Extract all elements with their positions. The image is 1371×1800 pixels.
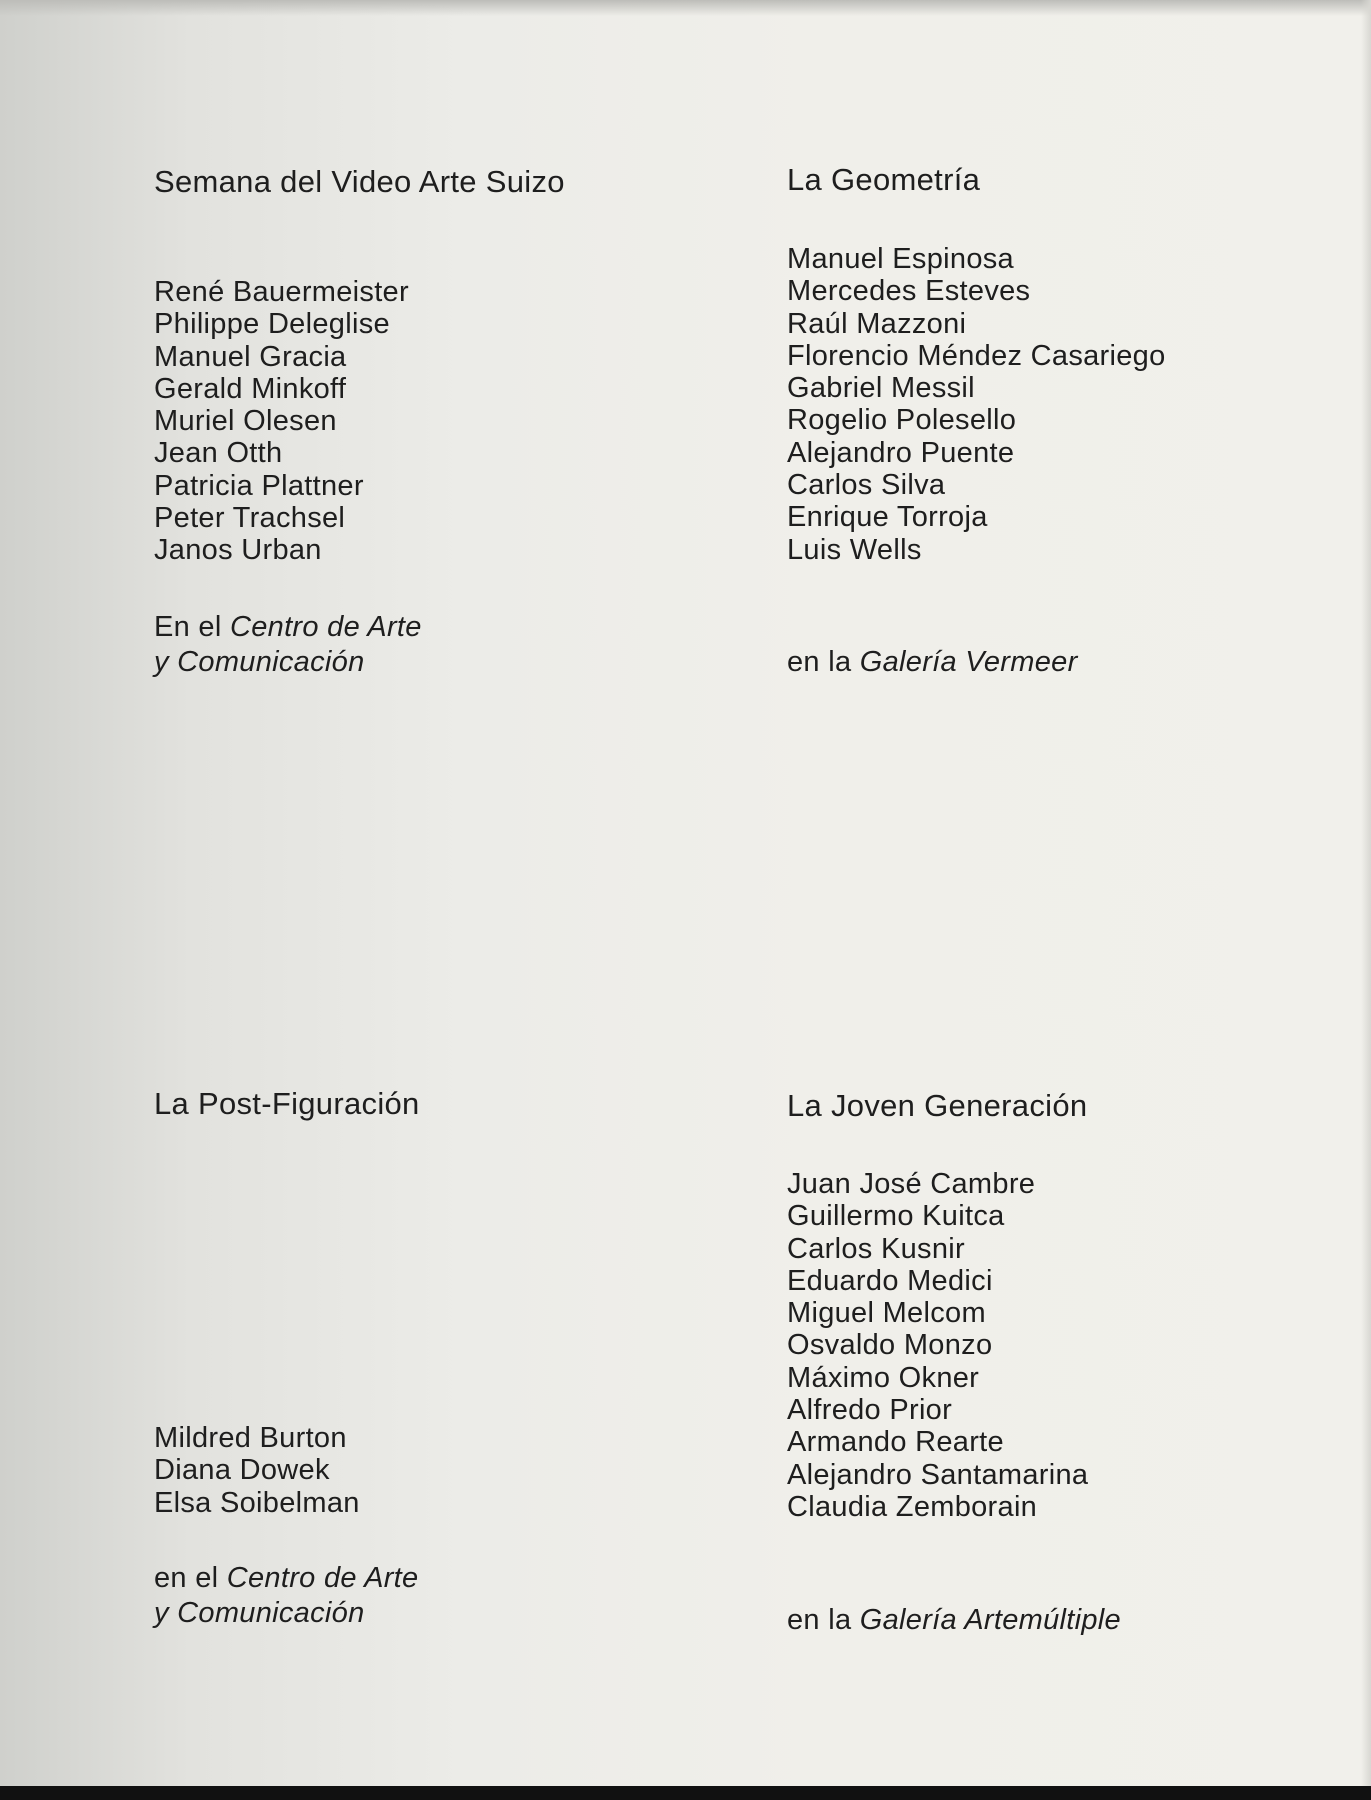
top-shadow <box>0 0 1371 16</box>
section-heading: Semana del Video Arte Suizo <box>154 164 565 199</box>
artist-name: Philippe Deleglise <box>154 308 390 341</box>
artist-name: Alejandro Puente <box>787 436 1015 469</box>
artist-name: Alejandro Santamarina <box>787 1458 1089 1491</box>
venue <box>154 1561 418 1631</box>
artist-name: Raúl Mazzoni <box>787 307 967 340</box>
artist-name: Osvaldo Monzo <box>787 1329 993 1362</box>
artist-list <box>154 276 409 567</box>
artist-name: Miguel Melcom <box>787 1297 986 1330</box>
artist-name: Janos Urban <box>154 534 322 567</box>
artist-name: Jean Otth <box>154 437 283 470</box>
artist-name: Manuel Espinosa <box>787 243 1014 275</box>
artist-name: Claudia Zemborain <box>787 1490 1038 1523</box>
artist-name: Patricia Plattner <box>154 469 364 502</box>
artist-name: Gabriel Messil <box>787 372 975 405</box>
artist-name: Florencio Méndez Casariego <box>787 339 1166 372</box>
artist-name: Rogelio Polesello <box>787 404 1017 437</box>
artist-name: Peter Trachsel <box>154 502 346 535</box>
artist-name: Carlos Silva <box>787 469 946 502</box>
section-heading: La Joven Generación <box>787 1088 1088 1123</box>
artist-name: Diana Dowek <box>154 1454 330 1487</box>
artist-name: Elsa Soibelman <box>154 1486 360 1519</box>
venue-name: Galería Vermeer <box>859 646 1078 678</box>
artist-name: Manuel Gracia <box>154 340 347 373</box>
venue-name-continued: y Comunicación <box>154 1597 365 1629</box>
venue-prefix: en la <box>787 1604 852 1636</box>
venue-prefix: en el <box>154 1562 219 1594</box>
artist-name: Mildred Burton <box>154 1422 347 1454</box>
artist-name: Armando Rearte <box>787 1426 1004 1459</box>
artist-list <box>154 1422 360 1519</box>
artist-name: Luis Wells <box>787 533 922 566</box>
page-bottom-edge <box>0 1786 1371 1800</box>
artist-name: Carlos Kusnir <box>787 1232 965 1265</box>
venue <box>787 1603 1121 1638</box>
artist-name: Máximo Okner <box>787 1361 980 1394</box>
venue-name: Galería Artemúltiple <box>859 1604 1121 1636</box>
venue <box>787 645 1078 680</box>
artist-name: Muriel Olesen <box>154 405 337 438</box>
venue <box>154 610 422 680</box>
artist-name: René Bauermeister <box>154 276 409 308</box>
artist-list <box>787 243 1166 566</box>
artist-list <box>787 1168 1088 1523</box>
right-shadow <box>1361 0 1371 1786</box>
venue-name: Centro de Arte <box>229 611 422 643</box>
artist-name: Mercedes Esteves <box>787 275 1031 308</box>
venue-prefix: en la <box>787 646 852 678</box>
artist-name: Eduardo Medici <box>787 1264 993 1297</box>
artist-name: Enrique Torroja <box>787 501 988 534</box>
artist-name: Juan José Cambre <box>787 1168 1036 1200</box>
section-heading: La Post-Figuración <box>154 1086 420 1121</box>
artist-name: Alfredo Prior <box>787 1394 953 1427</box>
venue-name-continued: y Comunicación <box>154 646 365 678</box>
venue-prefix: En el <box>154 611 222 643</box>
section-heading: La Geometría <box>787 162 981 197</box>
artist-name: Gerald Minkoff <box>154 372 347 405</box>
artist-name: Guillermo Kuitca <box>787 1200 1005 1233</box>
venue-name: Centro de Arte <box>226 1562 419 1594</box>
